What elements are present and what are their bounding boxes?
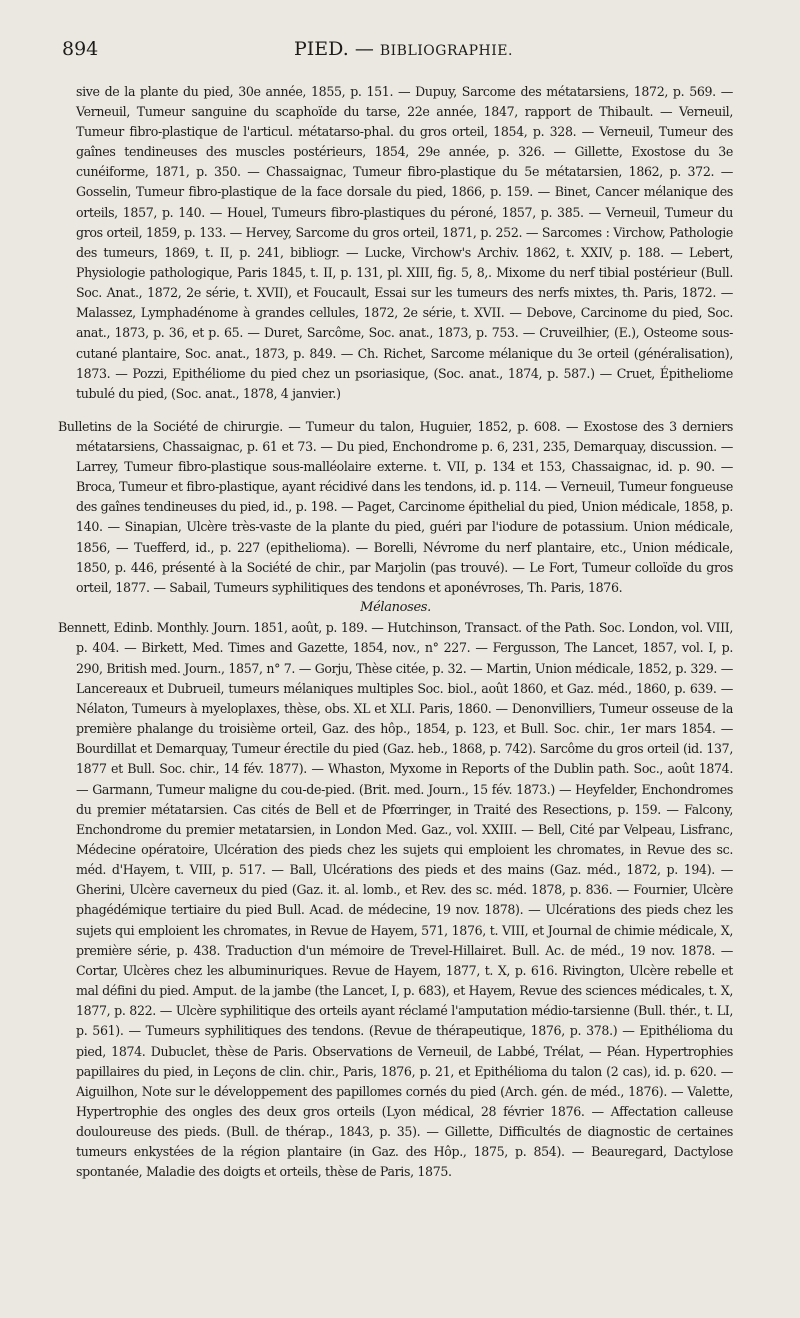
section-heading-melanoses: Mélanoses. — [360, 600, 431, 616]
header-dash: — — [354, 38, 374, 60]
header-title: PIED. — [294, 38, 349, 60]
paragraph-melanoses-references: Bennett, Edinb. Monthly. Journ. 1851, août, p. 189. — Hutchinson, Transact. of the Path. Soc. London, vol. VIII, p. 404. — Birkett, Med. Times and Gazette, 1854, nov., n° 227. — Fergusson, The Lancet, 1857, vol. I, p. 290, British med. Journ., 1857, n° 7. — Gorju, Thèse citée, p. 32. — Martin, Union médicale, 1852, p. 329. — Lancereaux et Dubrueil, tumeurs mélaniques multiples Soc. biol., août 1860, et Gaz. méd., 1860, p. 639. — Nélaton, Tumeurs à myeloplaxes, thèse, obs. XL et XLI. Paris, 1860. — Denonvilliers, Tumeur osseuse de la première phalange du troisième orteil, Gaz. des hôp., 1854, p. 123, et Bull. Soc. chir., 1er mars 1854. — Bourdillat et Demarquay, Tumeur érectile du pied (Gaz. heb., 1868, p. 742). Sarcôme du gros orteil (id. 137, 1877 et Bull. Soc. chir., 14 fév. 1877). — Whaston, Myxome in Reports of the Dublin path. Soc., août 1874. — Garmann, Tumeur maligne du cou-de-pied. (Brit. med. Journ., 15 fév. 1873.) — Heyfelder, Enchondromes du premier métatarsien. Cas cités de Bell et de Pfœrringer, in Traité des Resections, p. 159. — Falcony, Enchondrome du premier metatarsien, in London Med. Gaz., vol. XXIII. — Bell, Cité par Velpeau, Lisfranc, Médecine opératoire, Ulcération des pieds chez les sujets qui emploient les chromates, in Revue des sc. méd. d'Hayem, t. VIII, p. 517. — Ball, Ulcérations des pieds et des mains (Gaz. méd., 1872, p. 194). — Gherini, Ulcère caverneux du pied (Gaz. it. al. lomb., et Rev. des sc. méd. 1878, p. 836. — Fournier, Ulcère phagédémique tertiaire du pied Bull. Acad. de médecine, 19 nov. 1878). — Ulcérations des pieds chez les sujets qui emploient les chromates, in Revue de Hayem, 571, 1876, t. VIII, et Journal de chimie médicale, X, première série, p. 438. Traduction d'un mémoire de Trevel-Hillairet. Bull. Ac. de méd., 19 nov. 1878. — Cortar, Ulcères chez les albuminuriques. Revue de Hayem, 1877, t. X, p. 616. Rivington, Ulcère rebelle et mal défini du pied. Amput. de la jambe (the Lancet, I, p. 683), et Hayem, Revue des sciences médicales, t. X, 1877, p. 822. — Ulcère syphilitique des orteils ayant réclamé l'amputation médio-tarsienne (Bull. thér., t. LI, p. 561). — Tumeurs syphilitiques des tendons. (Revue de thérapeutique, 1876, p. 378.) — Epithélioma du pied, 1874. Dubuclet, thèse de Paris. Observations de Verneuil, de Labbé, Trélat, — Péan. Hypertrophies papillaires du pied, in Leçons de clin. chir., Paris, 1876, p. 21, et Epithélioma du talon (2 cas), id. p. 620. — Aiguilhon, Note sur le développement des papillomes cornés du pied (Arch. gén. de méd., 1876). — Valette, Hypertrophie des ongles des deux gros orteils (Lyon médical, 28 février 1876. — Affectation calleuse douloureuse des pieds. (Bull. de thérap., 1843, p. 35). — Gillette, Difficultés de diagnostic de certaines tumeurs enkystées de la région plantaire (in Gaz. des Hôp., 1875, p. 854). — Beauregard, Dactylose spontanée, Maladie des doigts et orteils, thèse de Paris, 1875. — [58, 620, 733, 1180]
running-header — [62, 38, 762, 66]
running-title — [294, 38, 513, 60]
paragraph-continued-sarcomes: sive de la plante du pied, 30e année, 1855, p. 151. — Dupuy, Sarcome des métatarsiens, 1872, p. 569. — Verneuil, Tumeur sanguine du scaphoïde du tarse, 22e année, 1847, rapport de Thibault. — Verneuil, Tumeur fibro-plastique de l'articul. métatarso-phal. du gros orteil, 1854, p. 328. — Verneuil, Tumeur des gaînes tendineuses des muscles postérieurs, 1854, 29e année, p. 326. — Gillette, Exostose du 3e cunéiforme, 1871, p. 350. — Chassaignac, Tumeur fibro-plastique du 5e métatarsien, 1862, p. 372. — Gosselin, Tumeur fibro-plastique de la face dorsale du pied, 1866, p. 159. — Binet, Cancer mélanique des orteils, 1857, p. 140. — Houel, Tumeurs fibro-plastiques du péroné, 1857, p. 385. — Verneuil, Tumeur du gros orteil, 1859, p. 133. — Hervey, Sarcome du gros orteil, 1871, p. 252. — Sarcomes : Virchow, Pathologie des tumeurs, 1869, t. II, p. 241, bibliogr. — Lucke, Virchow's Archiv. 1862, t. XXIV, p. 188. — Lebert, Physiologie pathologique, Paris 1845, t. II, p. 131, pl. XIII, fig. 5, 8,. Mixome du nerf tibial postérieur (Bull. Soc. Anat., 1872, 2e série, t. XVII), et Foucault, Essai sur les tumeurs des nerfs mixtes, th. Paris, 1872. — Malassez, Lymphadénome à grandes cellules, 1872, 2e série, t. XVII. — Debove, Carcinome du pied, Soc. anat., 1873, p. 36, et p. 65. — Duret, Sarcôme, Soc. anat., 1873, p. 753. — Cruveilhier, (E.), Osteome sous-cutané plantaire, Soc. anat., 1873, p. 849. — Ch. Richet, Sarcome mélanique du 3e orteil (généralisation), 1873. — Pozzi, Epithéliome du pied chez un psoriasique, (Soc. anat., 1874, p. 587.) — Cruet, Épitheliome tubulé du pied, (Soc. anat., 1878, 4 janvier.) — [76, 83, 733, 401]
page-number: 894 — [62, 38, 99, 60]
page-body — [58, 69, 733, 1183]
header-subtitle: BIBLIOGRAPHIE. — [379, 43, 513, 59]
paragraph-bulletins-chirurgie: Bulletins de la Société de chirurgie. — Tumeur du talon, Huguier, 1852, p. 608. — Exostose des 3 derniers métatarsiens, Chassaignac, p. 61 et 73. — Du pied, Enchondrome p. 6, 231, 235, Demarquay, discussion. — Larrey, Tumeur fibro-plastique sous-malléolaire externe. t. VII, p. 134 et 153, Chassaignac, id. p. 90. — Broca, Tumeur et fibro-plastique, ayant récidivé dans les tendons, id. p. 114. — Verneuil, Tumeur fongueuse des gaînes tendineuses du pied, id., p. 198. — Paget, Carcinome épithelial du pied, Union médicale, 1858, p. 140. — Sinapian, Ulcère très-vaste de la plante du pied, guéri par l'iodure de potassium. Union médicale, 1856, — Tuefferd, id., p. 227 (epithelioma). — Borelli, Névrome du nerf plantaire, etc., Union médicale, 1850, p. 446, présenté à la Société de chir., par Marjolin (pas trouvé). — Le Fort, Tumeur colloïde du gros orteil, 1877. — Sabail, Tumeurs syphilitiques des tendons et aponévroses, Th. Paris, 1876. — [58, 418, 733, 595]
